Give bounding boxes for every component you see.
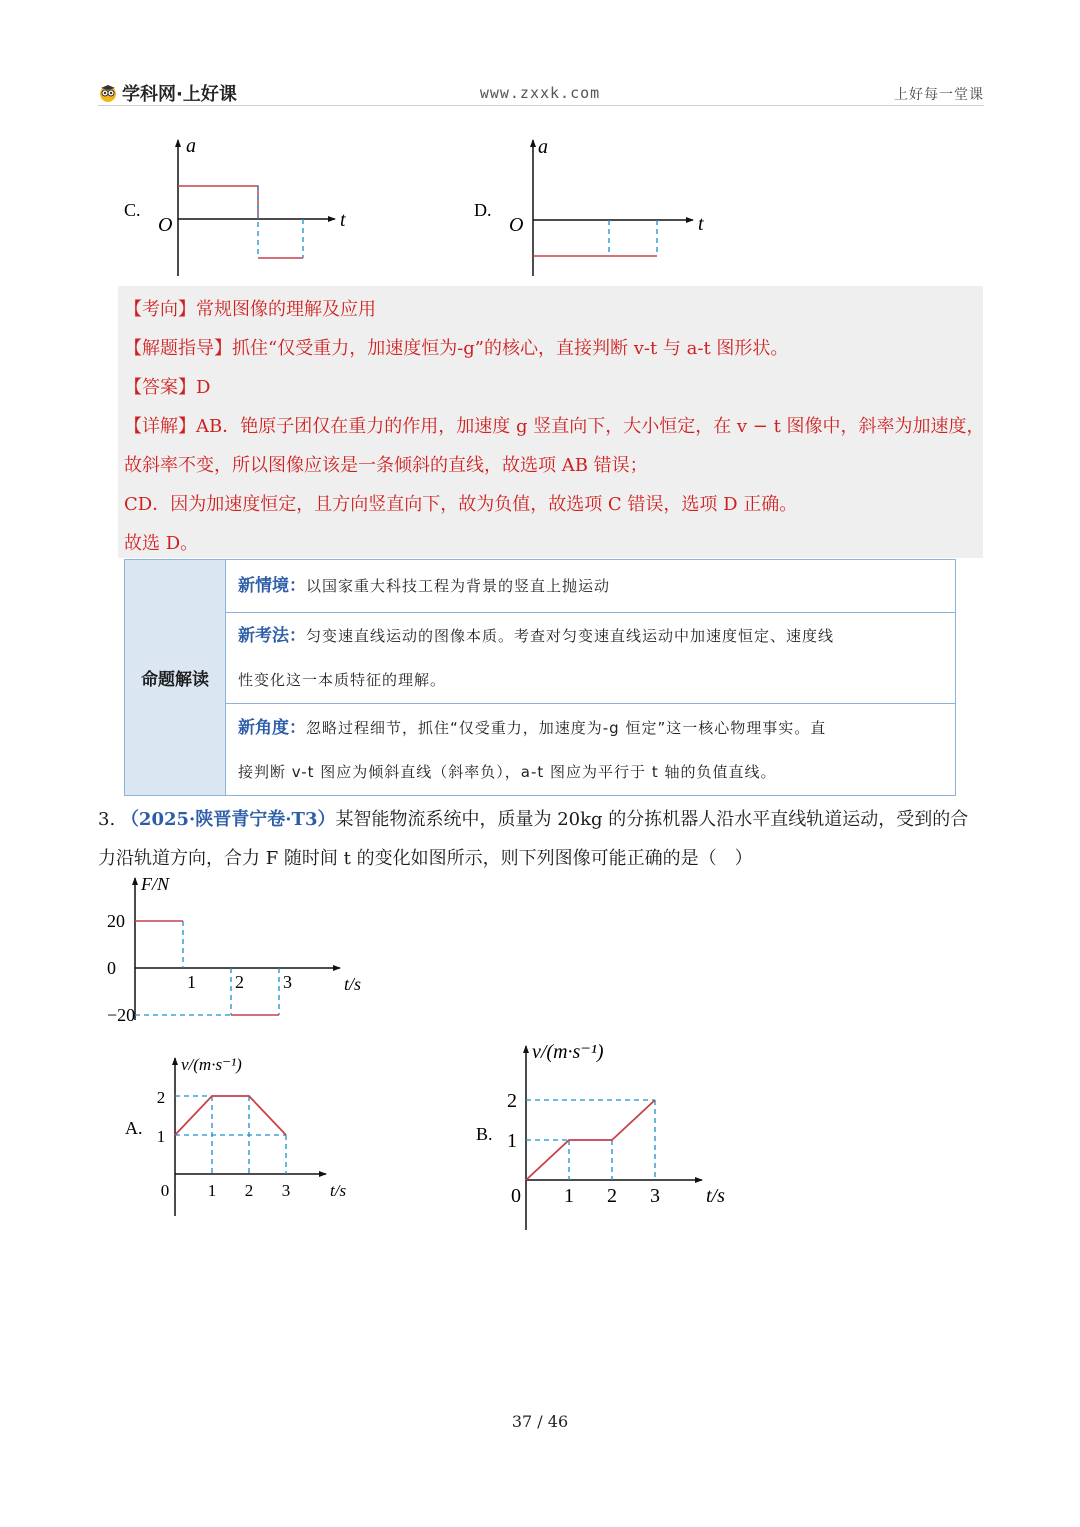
x-axis-label: t/s bbox=[344, 974, 362, 994]
analysis-answer bbox=[124, 373, 210, 399]
y-tick-label: 1 bbox=[156, 1127, 166, 1146]
question-3-charts bbox=[0, 860, 1080, 1260]
x-axis-label: t/s bbox=[330, 1181, 347, 1200]
x-tick-label: 0 bbox=[160, 1181, 170, 1200]
commentary-row-angle bbox=[226, 704, 956, 796]
question-3-line-1 bbox=[98, 805, 968, 831]
option-c-graph bbox=[124, 135, 346, 276]
commentary-title: 命题解读 bbox=[125, 560, 226, 796]
question-number: 3. bbox=[98, 809, 116, 830]
option-d-label: D. bbox=[474, 200, 492, 220]
option-label: B. bbox=[476, 1124, 493, 1144]
scenario-label: 新情境： bbox=[238, 576, 306, 596]
angle-text-2: 接判断 v-t 图应为倾斜直线（斜率负），a-t 图应为平行于 t 轴的负值直线。 bbox=[238, 762, 777, 781]
c-positive-segment bbox=[178, 186, 258, 219]
direction-tag: 【考向】 bbox=[124, 299, 196, 320]
guide-tag: 【解题指导】 bbox=[124, 338, 232, 359]
option-d-graph bbox=[474, 136, 704, 276]
page-number: 37 / 46 bbox=[511, 1412, 569, 1431]
option-c-label: C. bbox=[124, 200, 141, 220]
x-tick-label: 1 bbox=[207, 1181, 217, 1200]
question-stem-1: 某智能物流系统中，质量为 20kg 的分拣机器人沿水平直线轨道运动，受到的合 bbox=[335, 809, 969, 830]
y-axis-label: F/N bbox=[141, 874, 170, 894]
analysis-direction bbox=[124, 295, 376, 321]
c-origin-label: O bbox=[158, 214, 173, 236]
force-time-chart bbox=[107, 874, 361, 1025]
direction-text: 常规图像的理解及应用 bbox=[196, 299, 376, 320]
y-tick-label: 0 bbox=[107, 958, 116, 978]
c-y-axis-label: a bbox=[186, 135, 196, 157]
answer-text: D bbox=[196, 377, 211, 398]
d-x-axis-label: t bbox=[698, 213, 704, 235]
option-b-chart bbox=[476, 1041, 725, 1230]
question-source: （2025·陕晋青宁卷·T3） bbox=[120, 809, 336, 830]
commentary-table bbox=[124, 559, 956, 796]
x-tick-label: 3 bbox=[650, 1185, 660, 1207]
x-tick-label: 1 bbox=[187, 972, 196, 992]
answer-tag: 【答案】 bbox=[124, 377, 196, 398]
guide-text: 抓住“仅受重力，加速度恒为-g”的核心，直接判断 v-t 与 a-t 图形状。 bbox=[232, 338, 789, 359]
c-x-axis-label: t bbox=[340, 209, 346, 231]
y-tick-label: 20 bbox=[107, 911, 125, 931]
angle-text: 忽略过程细节，抓住“仅受重力，加速度为-g 恒定”这一核心物理事实。直 bbox=[306, 718, 827, 737]
analysis-detail-1 bbox=[124, 412, 985, 438]
y-axis-label: v/(m·s⁻¹) bbox=[181, 1055, 242, 1074]
x-tick-label: 2 bbox=[244, 1181, 254, 1200]
x-tick-label: 3 bbox=[281, 1181, 291, 1200]
y-tick-label: 2 bbox=[507, 1090, 517, 1112]
method-text-2: 性变化这一本质特征的理解。 bbox=[238, 671, 447, 689]
option-a-chart bbox=[125, 1055, 346, 1216]
analysis-detail-4: 故选 D。 bbox=[124, 533, 199, 554]
x-axis-label: t/s bbox=[706, 1185, 725, 1207]
y-tick-label: 2 bbox=[156, 1088, 166, 1107]
d-y-axis-label: a bbox=[538, 136, 548, 158]
analysis-detail-2: 故斜率不变，所以图像应该是一条倾斜的直线，故选项 AB 错误； bbox=[124, 455, 648, 476]
x-tick-label: 3 bbox=[283, 972, 292, 992]
velocity-line bbox=[175, 1096, 286, 1135]
x-tick-label: 2 bbox=[607, 1185, 617, 1207]
detail-tag: 【详解】 bbox=[124, 416, 196, 437]
detail-text-1: AB．铯原子团仅在重力的作用，加速度 g 竖直向下，大小恒定，在 v − t 图像中，斜率为加速度， bbox=[196, 416, 985, 437]
analysis-detail-3: CD．因为加速度恒定，且方向竖直向下，故为负值，故选项 C 错误，选项 D 正确。 bbox=[124, 494, 798, 515]
x-tick-label: 2 bbox=[235, 972, 244, 992]
commentary-row-method bbox=[226, 613, 956, 704]
commentary-row-scenario bbox=[226, 560, 956, 613]
option-graphs-cd bbox=[0, 0, 1080, 290]
d-origin-label: O bbox=[509, 214, 524, 236]
site-url[interactable]: www.zxxk.com bbox=[479, 84, 601, 102]
method-label: 新考法： bbox=[238, 626, 306, 646]
angle-label: 新角度： bbox=[238, 717, 306, 738]
logo-text: 学科网·上好课 bbox=[122, 84, 237, 105]
x-tick-label: 1 bbox=[564, 1185, 574, 1207]
question-stem-2: 力沿轨道方向，合力 F 随时间 t 的变化如图所示，则下列图像可能正确的是（ ） bbox=[98, 848, 753, 869]
slogan: 上好每一堂课 bbox=[894, 87, 984, 103]
option-label: A. bbox=[125, 1118, 143, 1138]
y-tick-label: 1 bbox=[507, 1130, 517, 1152]
method-text: 匀变速直线运动的图像本质。考查对匀变速直线运动中加速度恒定、速度线 bbox=[306, 627, 835, 645]
y-axis-label: v/(m·s⁻¹) bbox=[532, 1041, 604, 1063]
analysis-guide bbox=[124, 334, 788, 360]
scenario-text: 以国家重大科技工程为背景的竖直上抛运动 bbox=[306, 577, 611, 595]
y-tick-label: −20 bbox=[107, 1005, 136, 1025]
x-tick-label: 0 bbox=[511, 1185, 521, 1207]
